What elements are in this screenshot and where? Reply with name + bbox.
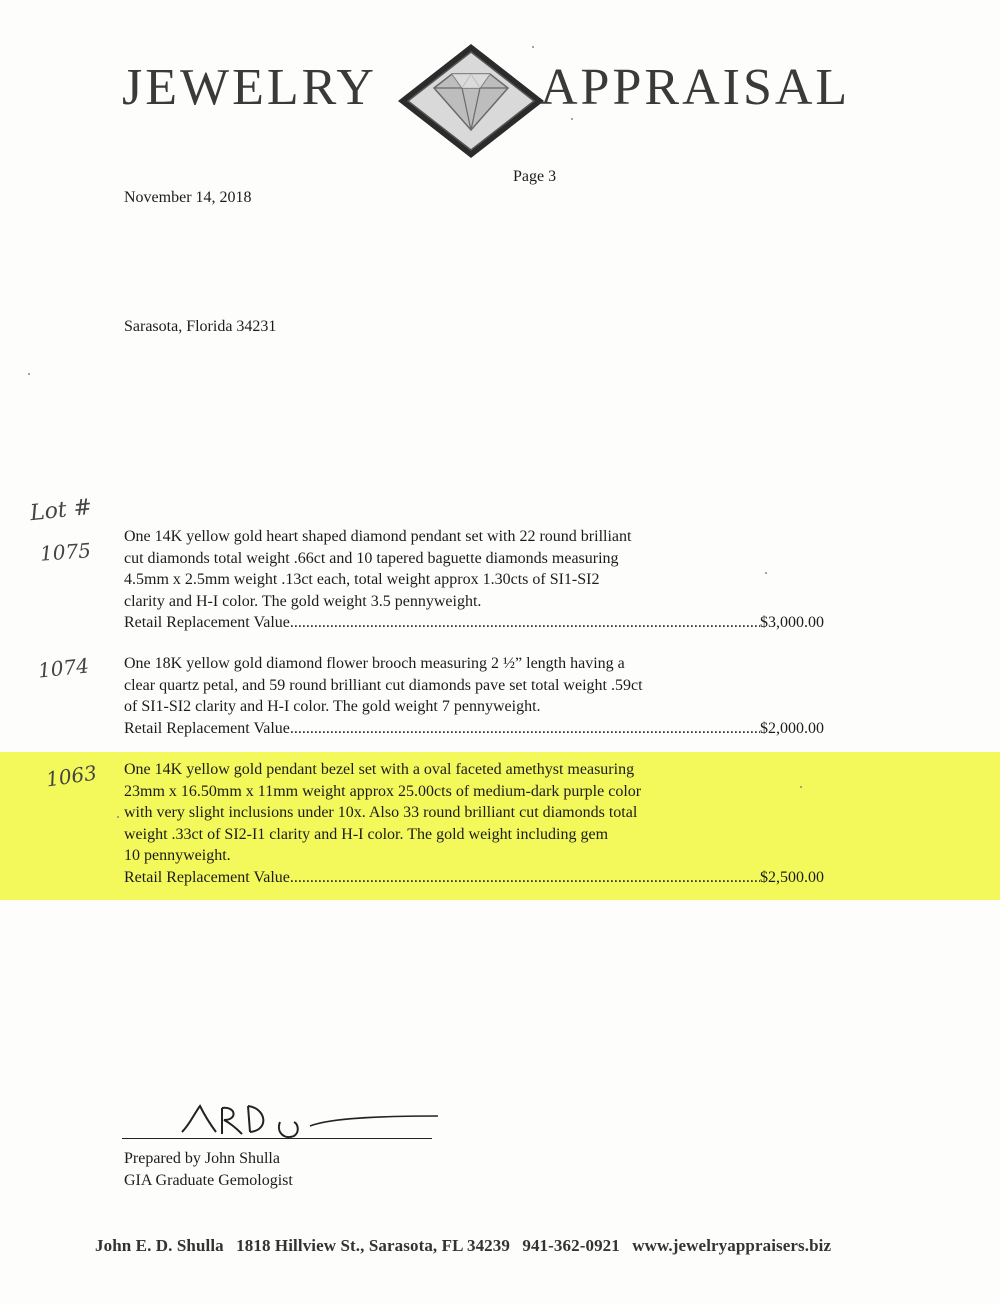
footer-name: John E. D. Shulla: [95, 1236, 224, 1255]
scan-speck: [117, 816, 119, 818]
item-line: One 14K yellow gold heart shaped diamond pendant set with 22 round brilliant: [124, 528, 632, 545]
prepared-by-block: [124, 1148, 293, 1192]
preparer-title: GIA Graduate Gemologist: [124, 1172, 293, 1189]
item-line: weight .33ct of SI2-I1 clarity and H-I color. The gold weight including gem: [124, 825, 609, 843]
leader-dots: [290, 718, 760, 740]
appraisal-item: [124, 653, 824, 739]
leader-dots: [290, 612, 760, 634]
footer-phone: 941-362-0921: [522, 1236, 620, 1255]
value-label: Retail Replacement Value: [124, 868, 290, 886]
item-line: clarity and H-I color. The gold weight 3.5 pennyweight.: [124, 592, 482, 610]
scan-speck: [532, 46, 534, 48]
value-amount: $3,000.00: [760, 614, 824, 631]
leader-dots: [290, 867, 760, 889]
item-line: One 18K yellow gold diamond flower brooch measuring 2 ½” length having a: [124, 655, 625, 672]
item-line: clear quartz petal, and 59 round brilliant cut diamonds pave set total weight .59ct: [124, 676, 643, 694]
item-line: 4.5mm x 2.5mm weight .13ct each, total weight approx 1.30cts of SI1-SI2: [124, 571, 600, 588]
signature-line: [122, 1138, 432, 1139]
value-label: Retail Replacement Value: [124, 614, 290, 631]
handwritten-lot-1075: 1075: [39, 538, 92, 566]
item-line: with very slight inclusions under 10x. Also 33 round brilliant cut diamonds total: [124, 804, 638, 821]
logo-word-appraisal: APPRAISAL: [540, 59, 851, 116]
value-line: [124, 718, 824, 740]
item-line: of SI1-SI2 clarity and H-I color. The gold weight 7 pennyweight.: [124, 698, 541, 715]
item-line: 10 pennyweight.: [124, 847, 231, 864]
value-label: Retail Replacement Value: [124, 719, 290, 737]
value-line: [124, 867, 824, 889]
value-line: [124, 612, 824, 634]
logo-word-jewelry: JEWELRY: [122, 59, 377, 116]
page-number: Page 3: [513, 168, 557, 185]
handwritten-lot-label: Lot #: [28, 494, 94, 527]
appraisal-item: [124, 526, 824, 634]
footer-contact: [95, 1236, 839, 1256]
value-amount: $2,000.00: [760, 719, 824, 737]
value-amount: $2,500.00: [760, 868, 824, 886]
scan-speck: [571, 118, 573, 120]
handwritten-signature: [180, 1092, 440, 1152]
item-line: One 14K yellow gold pendant bezel set with a oval faceted amethyst measuring: [124, 761, 635, 778]
item-line: 23mm x 16.50mm x 11mm weight approx 25.00cts of medium-dark purple color: [124, 782, 642, 800]
footer-website: www.jewelryappraisers.biz: [632, 1236, 832, 1255]
item-line: cut diamonds total weight .66ct and 10 tapered baguette diamonds measuring: [124, 549, 619, 567]
letter-date: November 14, 2018: [124, 189, 252, 206]
scan-speck: [765, 572, 767, 574]
scan-speck: [800, 786, 802, 788]
scan-speck: [28, 373, 30, 375]
handwritten-lot-1063: 1063: [44, 760, 99, 792]
prepared-by: Prepared by John Shulla: [124, 1150, 280, 1167]
appraisal-item-highlighted: [124, 759, 824, 888]
footer-address: 1818 Hillview St., Sarasota, FL 34239: [236, 1236, 510, 1255]
letter-address: Sarasota, Florida 34231: [124, 318, 277, 335]
handwritten-lot-1074: 1074: [36, 653, 91, 683]
diamond-logo-icon: [396, 42, 546, 160]
